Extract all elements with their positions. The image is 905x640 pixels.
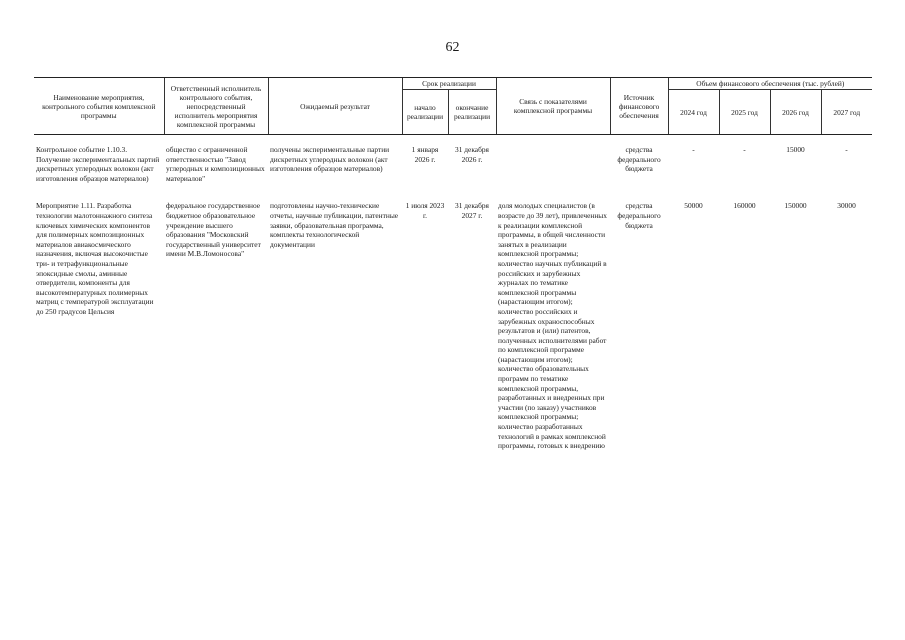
cell-indicators: доля молодых специалистов (в возрасте до 39 лет), привлеченных к реализации комплексной программы, в общей численности занятых в реализации комплексной программы; количество научных публикаций в российских и зарубежных журналах по тематике комплексной программы (нарастающим итогом); количество российских и зарубежных охраноспособных результатов и (или) патентов, полученных исполнителями работ по комплексной программе (нарастающим итогом); количество образовательных программ по тематике комплексной программы, разработанных и внедренных при участии (по заказу) участников комплексной программы; количество разработанных технологий в рамках комплексной программы, готовых к внедрению <box>498 201 607 451</box>
cell-result: подготовлены научно-технические отчеты, научные публикации, патентные заявки, образовательная программа, комплекты технологической документации <box>270 201 399 249</box>
header-2026: 2026 год <box>770 90 821 135</box>
cell-2027: - <box>845 145 848 154</box>
cell-source: средства федерального бюджета <box>617 145 661 174</box>
table-row <box>34 201 872 450</box>
funding-table <box>34 77 872 451</box>
header-2024: 2024 год <box>668 90 719 135</box>
cell-end: 31 декабря 2026 г. <box>455 145 489 164</box>
header-2027: 2027 год <box>821 90 872 135</box>
cell-result: получены экспериментальные партии дискретных углеродных волокон (акт изготовления образцов материалов) <box>270 145 390 174</box>
cell-end: 31 декабря 2027 г. <box>455 201 489 220</box>
cell-2025: 160000 <box>733 201 756 211</box>
cell-name: Контрольное событие 1.10.3. Получение экспериментальных партий дискретных углеродных волокон (акт изготовления образцов материалов) <box>36 145 160 183</box>
header-indicators: Связь с показателями комплексной программы <box>496 78 610 135</box>
header-funding-group: Объем финансового обеспечения (тыс. рублей) <box>668 78 872 90</box>
header-name: Наименование мероприятия, контрольного события комплексной программы <box>34 78 164 135</box>
header-start: начало реализации <box>402 90 448 135</box>
cell-2026: 15000 <box>786 145 805 154</box>
cell-2024: 50000 <box>684 201 703 211</box>
header-responsible: Ответственный исполнитель контрольного события, непосредственный исполнитель мероприятия комплексной программы <box>164 78 268 135</box>
cell-start: 1 января 2026 г. <box>411 145 439 164</box>
header-2025: 2025 год <box>719 90 770 135</box>
cell-name: Мероприятие 1.11. Разработка технологии малотоннажного синтеза ключевых химических компонентов для полимерных композиционных материалов авиакосмического назначения, включая высокочистые три- и тетрафункциональные эпоксидные смолы, аминные отвердители, компоненты для высокотемпературных полимерных матриц с температурой эксплуатации до 250 градусов Цельсия <box>36 201 154 316</box>
table-row <box>34 145 872 183</box>
header-result: Ожидаемый результат <box>268 78 402 135</box>
cell-indicators <box>496 145 610 183</box>
header-end: окончание реализации <box>448 90 496 135</box>
cell-2027: 30000 <box>837 201 856 211</box>
header-source: Источник финансового обеспечения <box>610 78 668 135</box>
cell-2025: - <box>743 145 746 154</box>
cell-responsible: федеральное государственное бюджетное образовательное учреждение высшего образования "Московский государственный университет имени М.В.Ломоносова" <box>166 201 261 259</box>
page-number: 62 <box>445 40 460 55</box>
cell-start: 1 июля 2023 г. <box>405 201 445 220</box>
cell-source: средства федерального бюджета <box>617 201 661 230</box>
cell-responsible: общество с ограниченной ответственностью "Завод углеродных и композиционных материалов" <box>166 145 265 183</box>
cell-2026: 150000 <box>784 201 807 211</box>
cell-2024: - <box>692 145 695 154</box>
header-period-group: Срок реализации <box>402 78 496 90</box>
